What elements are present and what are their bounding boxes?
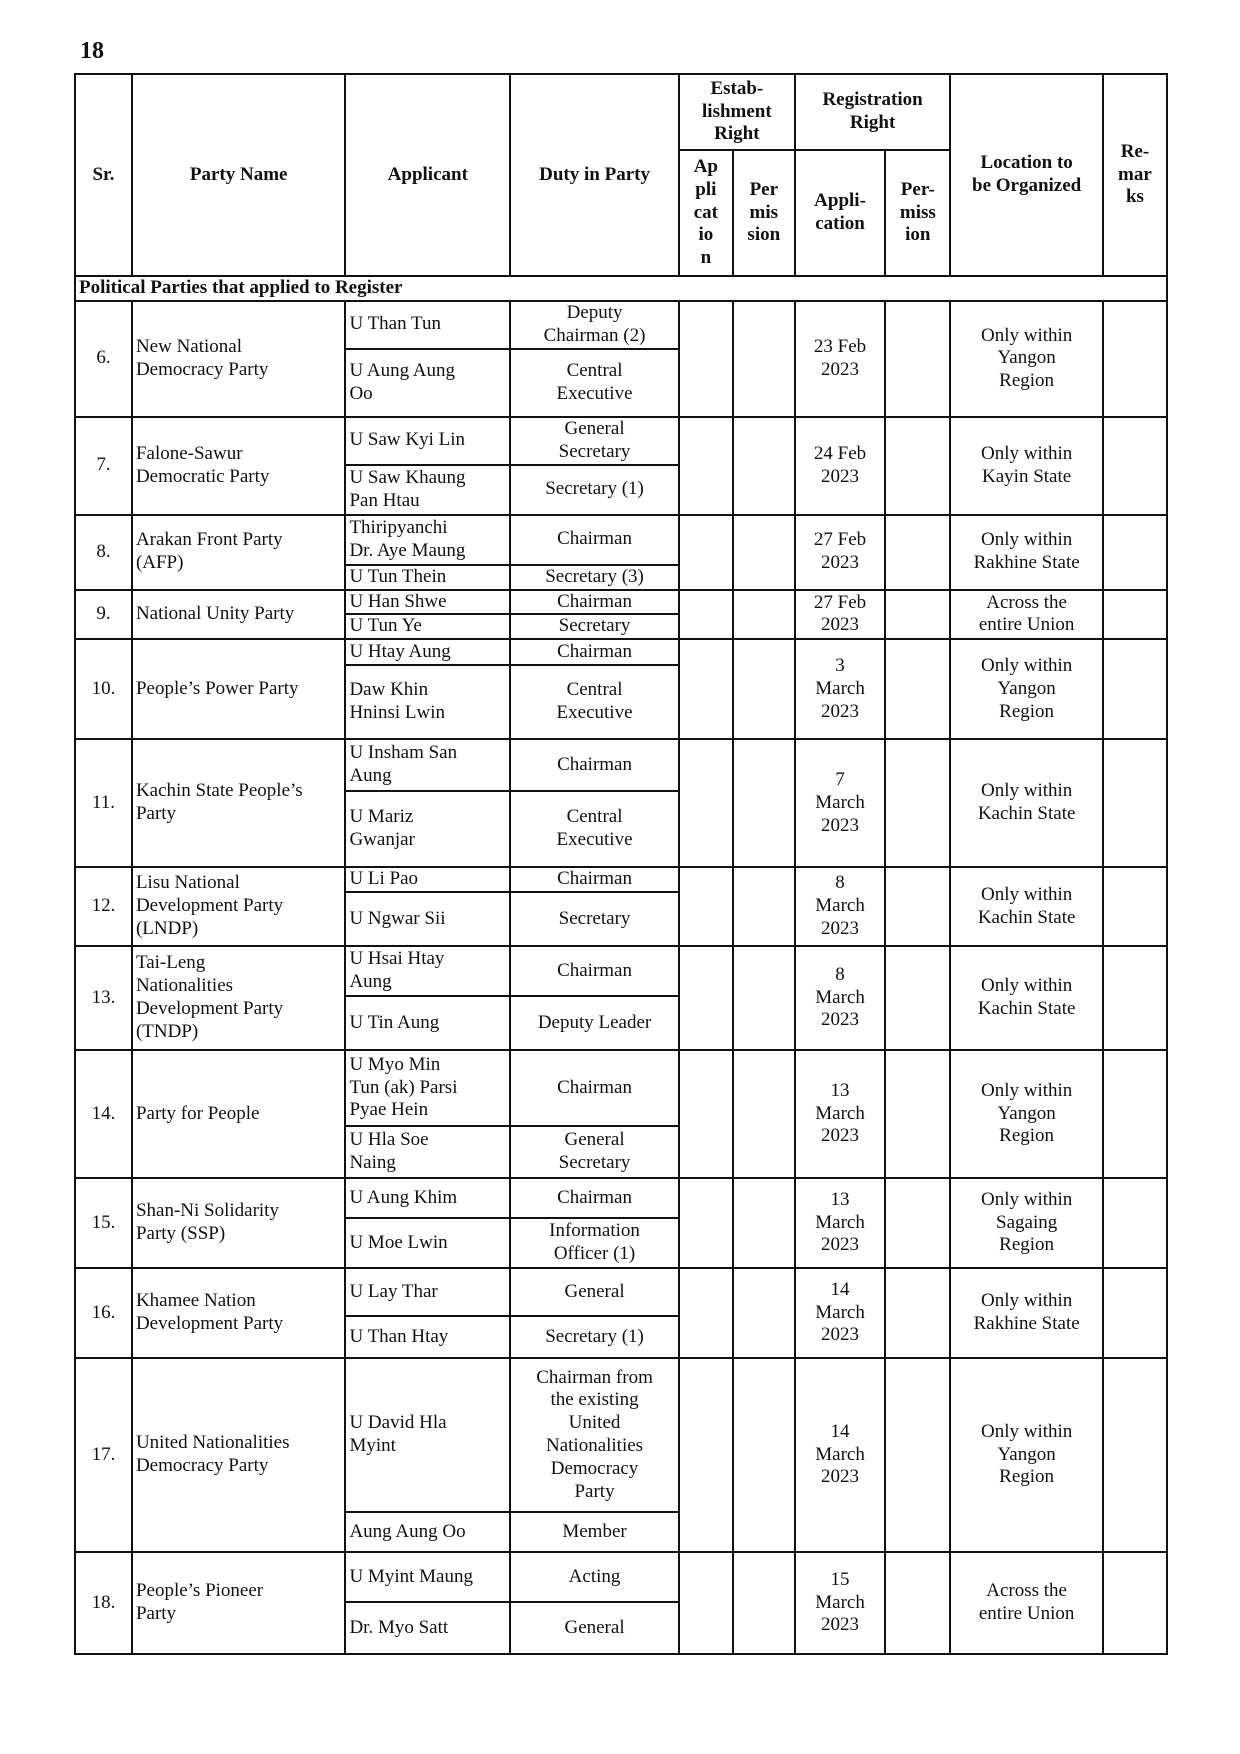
location-cell: Across the entire Union xyxy=(950,1552,1103,1654)
est-permission-cell xyxy=(733,1358,795,1552)
remarks-cell xyxy=(1103,1050,1167,1178)
est-application-cell xyxy=(679,301,733,417)
reg-application-cell: 13 March 2023 xyxy=(795,1050,885,1178)
party-name-cell: National Unity Party xyxy=(132,590,346,640)
reg-permission-cell xyxy=(885,639,950,739)
reg-permission-cell xyxy=(885,1050,950,1178)
party-name-cell: New National Democracy Party xyxy=(132,301,346,417)
table-row xyxy=(75,1178,1167,1218)
sr-cell: 6. xyxy=(75,301,132,417)
applicant-cell: U Htay Aung xyxy=(345,639,510,665)
applicant-cell: Daw Khin Hninsi Lwin xyxy=(345,665,510,739)
est-application-cell xyxy=(679,515,733,590)
est-application-cell xyxy=(679,946,733,1050)
reg-application-cell: 14 March 2023 xyxy=(795,1358,885,1552)
est-application-cell xyxy=(679,1268,733,1358)
remarks-cell xyxy=(1103,946,1167,1050)
duty-cell: Chairman xyxy=(510,946,679,996)
reg-permission-cell xyxy=(885,1268,950,1358)
table-row xyxy=(75,867,1167,892)
applicant-cell: U Li Pao xyxy=(345,867,510,892)
duty-cell: Secretary xyxy=(510,614,679,639)
duty-cell: Acting xyxy=(510,1552,679,1602)
table-row xyxy=(75,739,1167,791)
sr-cell: 10. xyxy=(75,639,132,739)
location-cell: Only within Rakhine State xyxy=(950,1268,1103,1358)
est-application-cell xyxy=(679,1552,733,1654)
party-name-cell: Falone-Sawur Democratic Party xyxy=(132,417,346,515)
duty-cell: General Secretary xyxy=(510,417,679,465)
applicant-cell: Aung Aung Oo xyxy=(345,1512,510,1552)
location-cell: Only within Yangon Region xyxy=(950,301,1103,417)
est-application-cell xyxy=(679,867,733,946)
location-cell: Only within Yangon Region xyxy=(950,1050,1103,1178)
table-row xyxy=(75,639,1167,665)
reg-permission-cell xyxy=(885,301,950,417)
location-cell: Only within Kachin State xyxy=(950,739,1103,867)
applicant-cell: U Moe Lwin xyxy=(345,1218,510,1268)
duty-cell: Deputy Leader xyxy=(510,996,679,1050)
location-cell: Only within Kachin State xyxy=(950,867,1103,946)
applicant-cell: U David Hla Myint xyxy=(345,1358,510,1512)
duty-cell: Chairman xyxy=(510,1178,679,1218)
table-row xyxy=(75,590,1167,615)
reg-permission-cell xyxy=(885,590,950,640)
reg-application-cell: 14 March 2023 xyxy=(795,1268,885,1358)
party-name-cell: Party for People xyxy=(132,1050,346,1178)
applicant-cell: U Mariz Gwanjar xyxy=(345,791,510,867)
remarks-cell xyxy=(1103,417,1167,515)
est-application-cell xyxy=(679,417,733,515)
applicant-cell: U Myo Min Tun (ak) Parsi Pyae Hein xyxy=(345,1050,510,1126)
header-establishment-right: Estab- lishment Right xyxy=(679,74,795,150)
est-permission-cell xyxy=(733,417,795,515)
duty-cell: Secretary xyxy=(510,892,679,946)
duty-cell: Secretary (1) xyxy=(510,465,679,515)
reg-permission-cell xyxy=(885,946,950,1050)
est-permission-cell xyxy=(733,1050,795,1178)
duty-cell: Chairman xyxy=(510,590,679,615)
sr-cell: 16. xyxy=(75,1268,132,1358)
duty-cell: Information Officer (1) xyxy=(510,1218,679,1268)
duty-cell: Secretary (1) xyxy=(510,1316,679,1358)
table-row xyxy=(75,946,1167,996)
applicant-cell: Dr. Myo Satt xyxy=(345,1602,510,1654)
reg-application-cell: 23 Feb 2023 xyxy=(795,301,885,417)
applicant-cell: U Than Tun xyxy=(345,301,510,349)
duty-cell: Deputy Chairman (2) xyxy=(510,301,679,349)
party-name-cell: Khamee Nation Development Party xyxy=(132,1268,346,1358)
header-duty: Duty in Party xyxy=(510,74,679,276)
remarks-cell xyxy=(1103,639,1167,739)
header-remarks: Re- mar ks xyxy=(1103,74,1167,276)
sr-cell: 18. xyxy=(75,1552,132,1654)
duty-cell: Central Executive xyxy=(510,791,679,867)
duty-cell: Secretary (3) xyxy=(510,565,679,590)
reg-permission-cell xyxy=(885,867,950,946)
applicant-cell: U Han Shwe xyxy=(345,590,510,615)
duty-cell: General xyxy=(510,1268,679,1316)
location-cell: Only within Yangon Region xyxy=(950,639,1103,739)
reg-application-cell: 27 Feb 2023 xyxy=(795,590,885,640)
applicant-cell: U Insham San Aung xyxy=(345,739,510,791)
sr-cell: 13. xyxy=(75,946,132,1050)
duty-cell: Chairman xyxy=(510,639,679,665)
reg-permission-cell xyxy=(885,1178,950,1268)
reg-application-cell: 27 Feb 2023 xyxy=(795,515,885,590)
duty-cell: Chairman xyxy=(510,867,679,892)
header-sr: Sr. xyxy=(75,74,132,276)
party-name-cell: Arakan Front Party (AFP) xyxy=(132,515,346,590)
location-cell: Only within Yangon Region xyxy=(950,1358,1103,1552)
est-permission-cell xyxy=(733,867,795,946)
applicant-cell: U Tun Ye xyxy=(345,614,510,639)
header-est-application: Ap pli cat io n xyxy=(679,150,733,276)
sr-cell: 12. xyxy=(75,867,132,946)
applicant-cell: U Hsai Htay Aung xyxy=(345,946,510,996)
est-permission-cell xyxy=(733,590,795,640)
sr-cell: 8. xyxy=(75,515,132,590)
applicant-cell: U Lay Thar xyxy=(345,1268,510,1316)
duty-cell: Member xyxy=(510,1512,679,1552)
table-row xyxy=(75,417,1167,465)
reg-application-cell: 7 March 2023 xyxy=(795,739,885,867)
est-permission-cell xyxy=(733,301,795,417)
duty-cell: Chairman from the existing United Nationalities Democracy Party xyxy=(510,1358,679,1512)
applicant-cell: U Tin Aung xyxy=(345,996,510,1050)
duty-cell: Central Executive xyxy=(510,349,679,417)
reg-application-cell: 8 March 2023 xyxy=(795,867,885,946)
est-application-cell xyxy=(679,590,733,640)
header-est-permission: Per mis sion xyxy=(733,150,795,276)
registration-table xyxy=(74,73,1168,1655)
est-application-cell xyxy=(679,1358,733,1552)
party-name-cell: Tai-Leng Nationalities Development Party (TNDP) xyxy=(132,946,346,1050)
duty-cell: General Secretary xyxy=(510,1126,679,1178)
est-permission-cell xyxy=(733,639,795,739)
party-name-cell: United Nationalities Democracy Party xyxy=(132,1358,346,1552)
est-permission-cell xyxy=(733,739,795,867)
reg-application-cell: 13 March 2023 xyxy=(795,1178,885,1268)
location-cell: Only within Rakhine State xyxy=(950,515,1103,590)
party-name-cell: Lisu National Development Party (LNDP) xyxy=(132,867,346,946)
applicant-cell: U Ngwar Sii xyxy=(345,892,510,946)
applicant-cell: U Hla Soe Naing xyxy=(345,1126,510,1178)
location-cell: Only within Kayin State xyxy=(950,417,1103,515)
remarks-cell xyxy=(1103,739,1167,867)
reg-permission-cell xyxy=(885,515,950,590)
remarks-cell xyxy=(1103,1178,1167,1268)
applicant-cell: U Aung Khim xyxy=(345,1178,510,1218)
applicant-cell: U Myint Maung xyxy=(345,1552,510,1602)
duty-cell: Chairman xyxy=(510,515,679,565)
party-name-cell: Shan-Ni Solidarity Party (SSP) xyxy=(132,1178,346,1268)
table-row xyxy=(75,1552,1167,1602)
remarks-cell xyxy=(1103,515,1167,590)
applicant-cell: U Aung Aung Oo xyxy=(345,349,510,417)
sr-cell: 14. xyxy=(75,1050,132,1178)
header-party-name: Party Name xyxy=(132,74,346,276)
header-reg-permission: Per- miss ion xyxy=(885,150,950,276)
location-cell: Across the entire Union xyxy=(950,590,1103,640)
applicant-cell: U Than Htay xyxy=(345,1316,510,1358)
reg-permission-cell xyxy=(885,417,950,515)
table-row xyxy=(75,515,1167,565)
remarks-cell xyxy=(1103,1268,1167,1358)
est-permission-cell xyxy=(733,1178,795,1268)
applicant-cell: U Saw Khaung Pan Htau xyxy=(345,465,510,515)
est-application-cell xyxy=(679,739,733,867)
header-applicant: Applicant xyxy=(345,74,510,276)
est-permission-cell xyxy=(733,515,795,590)
est-permission-cell xyxy=(733,946,795,1050)
sr-cell: 9. xyxy=(75,590,132,640)
duty-cell: General xyxy=(510,1602,679,1654)
applicant-cell: U Saw Kyi Lin xyxy=(345,417,510,465)
location-cell: Only within Sagaing Region xyxy=(950,1178,1103,1268)
remarks-cell xyxy=(1103,301,1167,417)
section-title: Political Parties that applied to Register xyxy=(75,276,1167,301)
location-cell: Only within Kachin State xyxy=(950,946,1103,1050)
reg-permission-cell xyxy=(885,739,950,867)
party-name-cell: People’s Pioneer Party xyxy=(132,1552,346,1654)
est-permission-cell xyxy=(733,1552,795,1654)
remarks-cell xyxy=(1103,867,1167,946)
est-application-cell xyxy=(679,1050,733,1178)
party-name-cell: People’s Power Party xyxy=(132,639,346,739)
est-application-cell xyxy=(679,1178,733,1268)
duty-cell: Central Executive xyxy=(510,665,679,739)
header-reg-application: Appli- cation xyxy=(795,150,885,276)
est-permission-cell xyxy=(733,1268,795,1358)
duty-cell: Chairman xyxy=(510,1050,679,1126)
header-registration-right: Registration Right xyxy=(795,74,951,150)
sr-cell: 11. xyxy=(75,739,132,867)
sr-cell: 15. xyxy=(75,1178,132,1268)
table-row xyxy=(75,1358,1167,1512)
table-row xyxy=(75,1050,1167,1126)
reg-permission-cell xyxy=(885,1552,950,1654)
est-application-cell xyxy=(679,639,733,739)
reg-application-cell: 15 March 2023 xyxy=(795,1552,885,1654)
reg-application-cell: 8 March 2023 xyxy=(795,946,885,1050)
header-location: Location to be Organized xyxy=(950,74,1103,276)
duty-cell: Chairman xyxy=(510,739,679,791)
page-number: 18 xyxy=(80,38,104,64)
sr-cell: 17. xyxy=(75,1358,132,1552)
reg-application-cell: 3 March 2023 xyxy=(795,639,885,739)
remarks-cell xyxy=(1103,1552,1167,1654)
remarks-cell xyxy=(1103,1358,1167,1552)
party-name-cell: Kachin State People’s Party xyxy=(132,739,346,867)
reg-application-cell: 24 Feb 2023 xyxy=(795,417,885,515)
remarks-cell xyxy=(1103,590,1167,640)
table-row xyxy=(75,301,1167,349)
sr-cell: 7. xyxy=(75,417,132,515)
reg-permission-cell xyxy=(885,1358,950,1552)
applicant-cell: Thiripyanchi Dr. Aye Maung xyxy=(345,515,510,565)
applicant-cell: U Tun Thein xyxy=(345,565,510,590)
table-row xyxy=(75,1268,1167,1316)
